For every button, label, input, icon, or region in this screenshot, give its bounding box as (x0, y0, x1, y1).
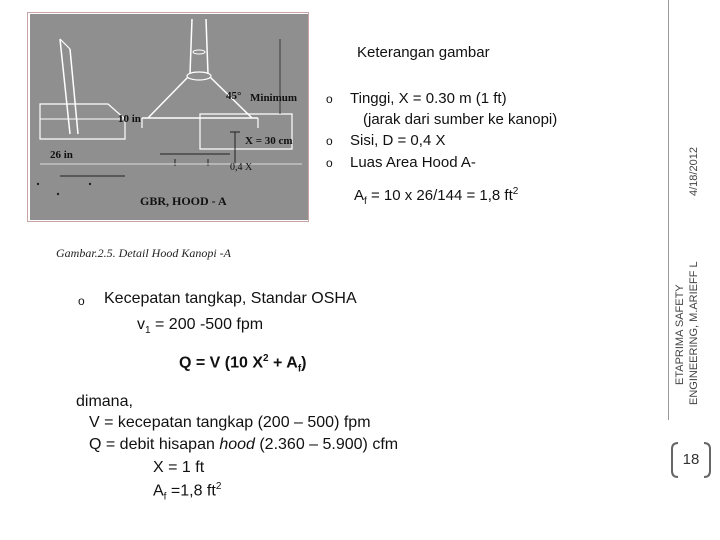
hood-figure (30, 14, 308, 220)
dimana-v: V = kecepatan tangkap (200 – 500) fpm (89, 414, 371, 431)
width-26-label: 26 in (50, 149, 73, 161)
angle-label: 45° (226, 90, 242, 102)
area-hood-formula: $A_f = 10$ x 26/144 = 1,8 $ft^2$ (354, 186, 519, 207)
figure-caption: Gambar.2.5. Detail Hood Kanopi -A (56, 246, 231, 260)
side-divider (668, 0, 669, 420)
dimana-x: X = 1 ft (153, 459, 205, 476)
dimana-af: $A_f =1,8$ $ft^2$ (153, 481, 222, 503)
bullet-marker: o (326, 134, 333, 148)
page-number-frame (668, 440, 714, 480)
minimum-label: Minimum (250, 92, 298, 104)
width-10-label: 10 in (118, 113, 141, 125)
list-item-text: Sisi, D = 0,4 X (350, 132, 446, 149)
figure-title: GBR, HOOD - A (140, 194, 227, 208)
page-number: 18 (682, 451, 700, 468)
bullet-marker: o (326, 156, 333, 170)
x-factor-label: 0,4 X (230, 162, 253, 173)
list-item-text: (jarak dari sumber ke kanopi) (363, 111, 558, 128)
bullet-marker: o (326, 92, 333, 106)
list-item-text: Tinggi, X = 0.30 m (1 ft) (350, 90, 507, 107)
x-eq-label: X = 30 cm (245, 135, 293, 147)
dimana-intro: dimana, (76, 393, 133, 410)
keterangan-title: Keterangan gambar (357, 44, 490, 61)
slide-author-line2: ENGINEERING, M.ARIEFF L (688, 261, 700, 405)
q-formula: Q = V (10 $X^2 + A_f$) (179, 353, 307, 375)
v1-value: $v_1 = 200$ -500 fpm (137, 316, 264, 337)
kecepatan-label: Kecepatan tangkap, Standar OSHA (104, 290, 357, 307)
dimana-q: Q = debit hisapan hood (2.360 – 5.900) cfm (89, 436, 399, 453)
list-item-text: Luas Area Hood A- (350, 154, 476, 171)
hood-diagram (30, 14, 308, 220)
slide-date: 4/18/2012 (688, 147, 700, 196)
bullet-marker: o (78, 294, 85, 308)
slide-author-line1: ETAPRIMA SAFETY (674, 284, 686, 385)
